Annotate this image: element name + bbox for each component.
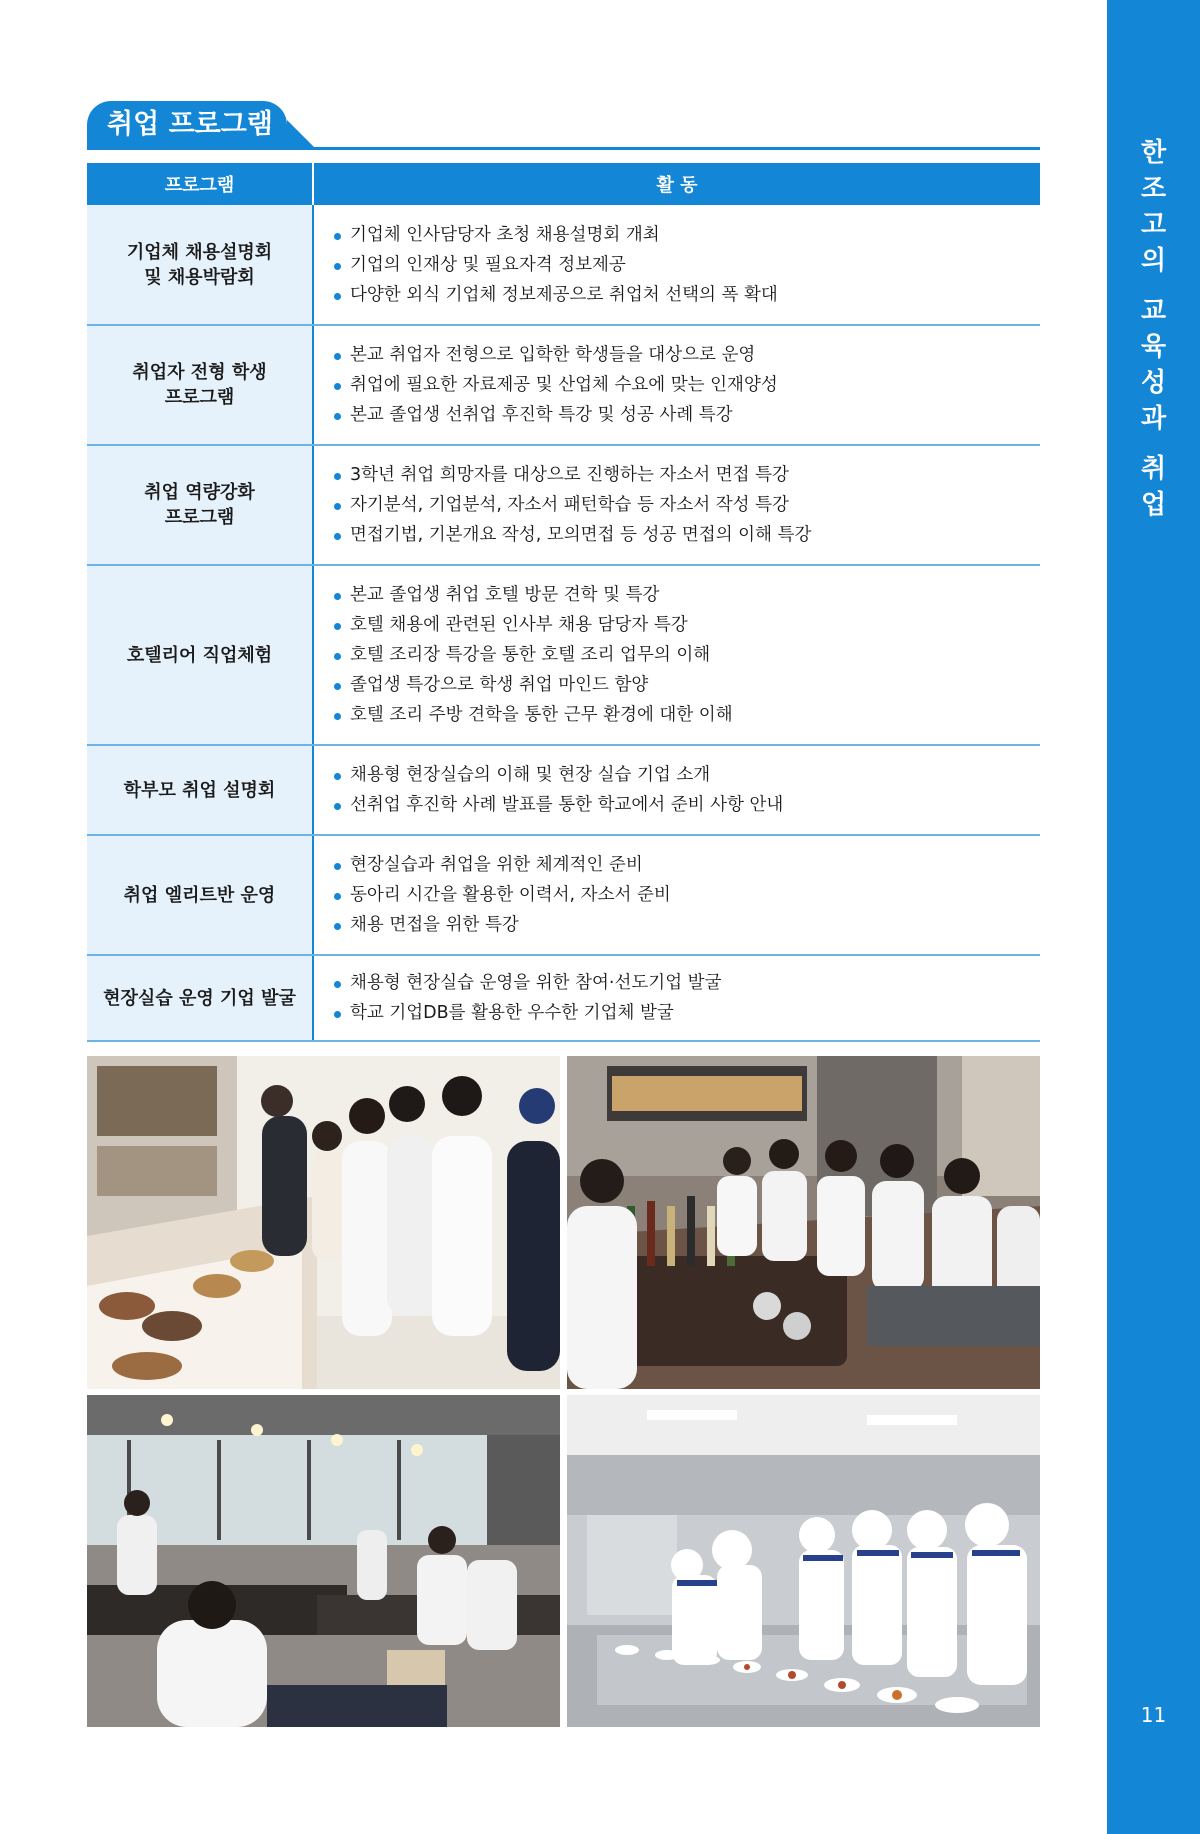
photo-grid [87,1056,1040,1727]
activity-item: 호텔 조리 주방 견학을 통한 근무 환경에 대한 이해 [334,700,1040,730]
photo-lounge-demo [87,1395,560,1727]
program-activities [313,325,1040,445]
activity-item: 채용 면접을 위한 특강 [334,910,1040,940]
chapter-title-char: 조 [1140,174,1167,204]
activity-list [334,850,1040,940]
program-name: 호텔리어 직업체험 [87,565,313,745]
activity-item: 기업의 인재상 및 필요자격 정보제공 [334,250,1040,280]
program-activities [313,205,1040,325]
program-activities [313,835,1040,955]
chapter-title-char: 의 [1140,246,1167,276]
chapter-title-char: 업 [1140,490,1167,520]
chapter-title-char: 교 [1140,296,1167,326]
activity-item: 채용형 현장실습 운영을 위한 참여·선도기업 발굴 [334,968,1040,998]
table-row [87,325,1040,445]
activity-item: 졸업생 특강으로 학생 취업 마인드 함양 [334,670,1040,700]
program-name: 학부모 취업 설명회 [87,745,313,835]
program-table [87,163,1040,1042]
table-header-row [87,163,1040,205]
photo-kitchen-plating [567,1395,1040,1727]
chapter-title-char: 한 [1140,138,1167,168]
table-row [87,955,1040,1041]
side-tab [1107,0,1200,1834]
photo-bar-lecture [567,1056,1040,1389]
table-row [87,745,1040,835]
chapter-title-char: 고 [1140,210,1167,240]
activity-item: 호텔 채용에 관련된 인사부 채용 담당자 특강 [334,610,1040,640]
program-name: 기업체 채용설명회 및 채용박람회 [87,205,313,325]
section-header [87,101,1040,150]
section-divider [87,147,1040,150]
activity-item: 취업에 필요한 자료제공 및 산업체 수요에 맞는 인재양성 [334,370,1040,400]
program-name: 취업 엘리트반 운영 [87,835,313,955]
activity-list [334,460,1040,550]
activity-item: 기업체 인사담당자 초청 채용설명회 개최 [334,220,1040,250]
program-activities [313,565,1040,745]
activity-item: 본교 졸업생 선취업 후진학 특강 및 성공 사례 특강 [334,400,1040,430]
activity-list [334,968,1040,1028]
activity-item: 학교 기업DB를 활용한 우수한 기업체 발굴 [334,998,1040,1028]
program-name: 현장실습 운영 기업 발굴 [87,955,313,1041]
program-activities [313,955,1040,1041]
program-activities [313,745,1040,835]
program-activities [313,445,1040,565]
activity-item: 현장실습과 취업을 위한 체계적인 준비 [334,850,1040,880]
table-row [87,565,1040,745]
table-row [87,205,1040,325]
activity-list [334,580,1040,730]
chapter-title-char: 육 [1140,332,1167,362]
chapter-title-char: 과 [1140,404,1167,434]
program-name: 취업 역량강화 프로그램 [87,445,313,565]
page-number: 11 [1140,1703,1167,1727]
section-title: 취업 프로그램 [87,101,287,148]
activity-item: 선취업 후진학 사례 발표를 통한 학교에서 준비 사항 안내 [334,790,1040,820]
activity-item: 면접기법, 기본개요 작성, 모의면접 등 성공 면접의 이해 특강 [334,520,1040,550]
photo-bakery-visit [87,1056,560,1389]
table-row [87,445,1040,565]
activity-item: 3학년 취업 희망자를 대상으로 진행하는 자소서 면접 특강 [334,460,1040,490]
program-name: 취업자 전형 학생 프로그램 [87,325,313,445]
table-row [87,835,1040,955]
activity-list [334,760,1040,820]
header-activities: 활 동 [313,163,1040,205]
activity-item: 본교 취업자 전형으로 입학한 학생들을 대상으로 운영 [334,340,1040,370]
activity-item: 다양한 외식 기업체 정보제공으로 취업처 선택의 폭 확대 [334,280,1040,310]
activity-item: 채용형 현장실습의 이해 및 현장 실습 기업 소개 [334,760,1040,790]
activity-item: 동아리 시간을 활용한 이력서, 자소서 준비 [334,880,1040,910]
activity-item: 본교 졸업생 취업 호텔 방문 견학 및 특강 [334,580,1040,610]
chapter-title-char: 취 [1140,454,1167,484]
header-program: 프로그램 [87,163,313,205]
chapter-title-char: 성 [1140,368,1167,398]
chapter-title [1107,135,1200,523]
activity-item: 호텔 조리장 특강을 통한 호텔 조리 업무의 이해 [334,640,1040,670]
activity-list [334,220,1040,310]
activity-list [334,340,1040,430]
activity-item: 자기분석, 기업분석, 자소서 패턴학습 등 자소서 작성 특강 [334,490,1040,520]
